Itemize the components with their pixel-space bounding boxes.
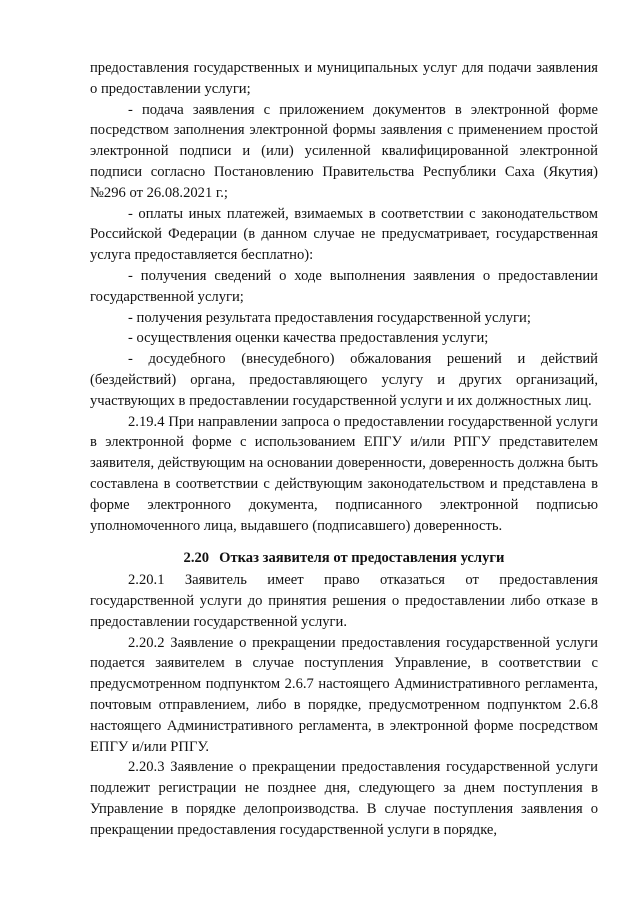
clause-2-19-4: 2.19.4 При направлении запроса о предоставлении государственной услуги в электронной форме с использованием ЕПГУ и/или РПГУ представителем заявителя, действующим на основании доверенности, доверенность должна быть составлена в соответствии с действующим законодательством и представлена в форме электронного документа, подписанного электронной подписью уполномоченного лица, выдавшего (подписавшего) доверенность.: [90, 413, 598, 534]
list-item-result: - получения результата предоставления государственной услуги;: [128, 309, 531, 326]
clause-2-20-2: 2.20.2 Заявление о прекращении предоставления государственной услуги подается заявителем в случае поступления Управление, в соответствии с предусмотренном подпунктом 2.6.7 настоящего Административного регламента, почтовым отправлением, либо в порядке, предусмотренном подпунктом 2.6.8 настоящего Административного регламента, в электронной форме посредством ЕПГУ и/или РПГУ.: [90, 634, 598, 755]
list-item-status: - получения сведений о ходе выполнения заявления о предоставлении государственной услуги;: [90, 267, 598, 305]
section-heading: [90, 548, 598, 569]
document-page: [90, 58, 598, 840]
list-item-application: - подача заявления с приложением документов в электронной форме посредством заполнения электронной формы заявления с применением простой электронной подписи и (или) усиленной квалифицированной электронной подписи согласно Постановлению Правительства Республики Саха (Якутия) №296 от 26.08.2021 г.;: [90, 101, 598, 201]
section-number: 2.20: [183, 550, 210, 567]
list-item-payments: - оплаты иных платежей, взимаемых в соответствии с законодательством Российской Федерации (в данном случае не предусматривает, государственная услуга предоставляется бесплатно):: [90, 205, 598, 264]
list-item-appeal: - досудебного (внесудебного) обжалования решений и действий (бездействий) органа, предоставляющего услугу и других организаций, участвующих в предоставлении государственной услуги и их должностных лиц.: [90, 351, 598, 409]
list-item-quality: - осуществления оценки качества предоставления услуги;: [128, 330, 489, 347]
clause-2-20-1: 2.20.1 Заявитель имеет право отказаться от предоставления государственной услуги до принятия решения о предоставлении либо отказе в предоставлении государственной услуги.: [90, 572, 598, 630]
paragraph: предоставления государственных и муниципальных услуг для подачи заявления о предоставлении услуги;: [90, 60, 598, 97]
section-title: Отказ заявителя от предоставления услуги: [219, 550, 505, 567]
clause-2-20-3: 2.20.3 Заявление о прекращении предоставления государственной услуги подлежит регистрации не позднее дня, следующего за днем поступления в Управление в порядке делопроизводства. В случае поступления заявления о прекращении предоставления государственной услуги в порядке,: [90, 759, 598, 838]
